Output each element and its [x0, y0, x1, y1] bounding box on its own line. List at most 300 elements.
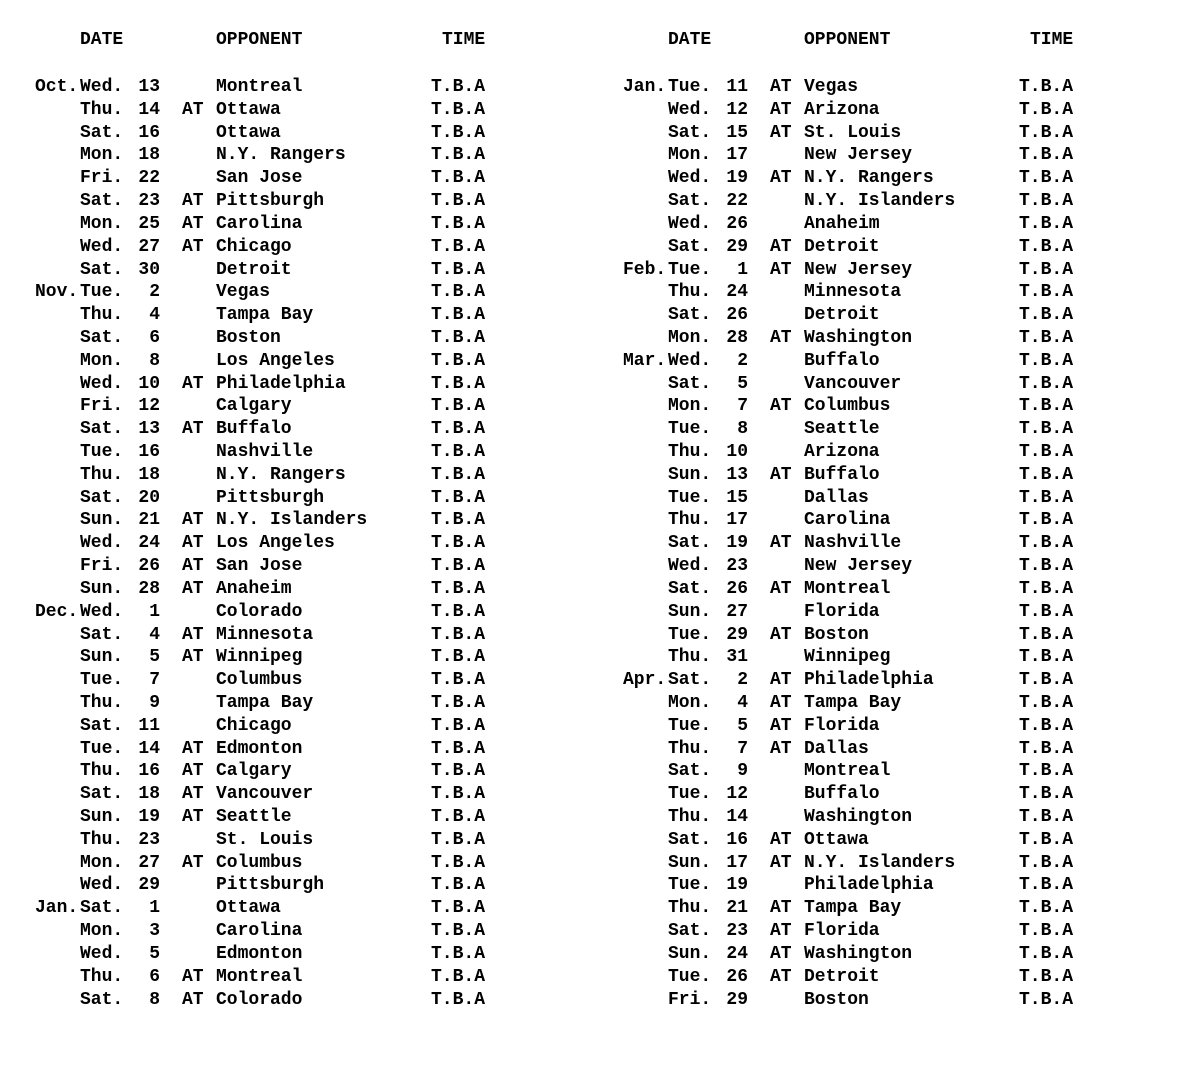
- game-time: T.B.A: [1019, 829, 1074, 850]
- weekday-label: Wed.: [668, 213, 712, 234]
- game-time: T.B.A: [431, 487, 486, 508]
- day-number: 20: [138, 487, 160, 508]
- away-marker: AT: [770, 464, 792, 485]
- schedule-row: [588, 806, 1188, 829]
- opponent-name: Vancouver: [804, 373, 902, 394]
- schedule-row: [0, 532, 600, 555]
- day-number: 23: [726, 921, 748, 942]
- weekday-label: Mon.: [80, 852, 124, 873]
- day-number: 26: [726, 213, 748, 234]
- weekday-label: Wed.: [668, 350, 712, 371]
- schedule-row: [0, 738, 600, 761]
- weekday-label: Sat.: [668, 373, 712, 394]
- opponent-name: Philadelphia: [216, 373, 346, 394]
- game-time: T.B.A: [1019, 259, 1074, 280]
- weekday-label: Tue.: [80, 670, 124, 691]
- schedule-row: [588, 259, 1188, 282]
- month-label: Jan.: [623, 77, 667, 97]
- away-marker: AT: [182, 647, 204, 668]
- day-number: 28: [726, 327, 748, 348]
- column-header: [0, 30, 600, 54]
- day-number: 18: [138, 145, 160, 166]
- game-time: T.B.A: [1019, 601, 1074, 622]
- opponent-name: Minnesota: [216, 624, 314, 645]
- weekday-label: Sat.: [668, 305, 712, 326]
- weekday-label: Wed.: [80, 601, 124, 622]
- day-number: 7: [737, 396, 748, 417]
- opponent-name: Carolina: [804, 510, 891, 531]
- day-number: 23: [726, 556, 748, 577]
- game-time: T.B.A: [431, 305, 486, 326]
- day-number: 8: [737, 419, 748, 440]
- weekday-label: Sat.: [80, 898, 124, 919]
- schedule-rows-right: [588, 76, 1188, 1011]
- weekday-label: Sun.: [668, 464, 712, 485]
- schedule-row: [588, 122, 1188, 145]
- schedule-row: [0, 281, 600, 304]
- day-number: 5: [149, 647, 160, 668]
- schedule-row: [588, 213, 1188, 236]
- game-time: T.B.A: [431, 236, 486, 257]
- weekday-label: Fri.: [668, 989, 712, 1010]
- day-number: 26: [726, 966, 748, 987]
- game-time: T.B.A: [431, 761, 486, 782]
- day-number: 27: [726, 601, 748, 622]
- schedule-row: [0, 692, 600, 715]
- game-time: T.B.A: [1019, 305, 1074, 326]
- weekday-label: Thu.: [80, 305, 124, 326]
- schedule-row: [0, 555, 600, 578]
- schedule-row: [588, 852, 1188, 875]
- weekday-label: Sun.: [80, 578, 124, 599]
- day-number: 10: [726, 442, 748, 462]
- opponent-name: Washington: [804, 807, 913, 827]
- opponent-name: Tampa Bay: [216, 692, 314, 713]
- schedule-row: [588, 441, 1188, 464]
- day-number: 18: [138, 784, 160, 805]
- weekday-label: Sat.: [80, 191, 124, 212]
- game-time: T.B.A: [431, 510, 486, 531]
- opponent-name: N.Y. Islanders: [804, 191, 956, 212]
- opponent-name: San Jose: [216, 556, 303, 577]
- schedule-row: [588, 829, 1188, 852]
- day-number: 2: [737, 670, 748, 691]
- away-marker: AT: [182, 761, 204, 782]
- weekday-label: Thu.: [668, 647, 712, 668]
- game-time: T.B.A: [1019, 77, 1074, 97]
- schedule-row: [588, 715, 1188, 738]
- opponent-name: Florida: [804, 715, 880, 736]
- weekday-label: Mon.: [80, 145, 124, 166]
- day-number: 16: [138, 122, 160, 143]
- away-marker: AT: [182, 556, 204, 577]
- opponent-name: Montreal: [216, 966, 303, 987]
- opponent-name: Winnipeg: [216, 647, 303, 668]
- day-number: 12: [726, 99, 748, 120]
- game-time: T.B.A: [431, 966, 486, 987]
- day-number: 9: [737, 761, 748, 782]
- game-time: T.B.A: [431, 122, 486, 143]
- game-time: T.B.A: [1019, 898, 1074, 919]
- game-time: T.B.A: [1019, 738, 1074, 759]
- game-time: T.B.A: [431, 145, 486, 166]
- day-number: 22: [726, 191, 748, 212]
- away-marker: AT: [182, 533, 204, 554]
- weekday-label: Fri.: [80, 556, 124, 577]
- day-number: 27: [138, 852, 160, 873]
- away-marker: AT: [770, 99, 792, 120]
- opponent-name: Edmonton: [216, 943, 303, 964]
- weekday-label: Mon.: [668, 396, 712, 417]
- schedule-row: [588, 624, 1188, 647]
- opponent-name: Columbus: [804, 396, 891, 417]
- weekday-label: Sat.: [80, 487, 124, 508]
- opponent-name: Ottawa: [216, 898, 281, 919]
- away-marker: AT: [182, 966, 204, 987]
- game-time: T.B.A: [1019, 533, 1074, 554]
- away-marker: AT: [770, 122, 792, 143]
- schedule-row: [0, 213, 600, 236]
- opponent-name: Calgary: [216, 396, 292, 417]
- day-number: 28: [138, 578, 160, 599]
- away-marker: AT: [770, 715, 792, 736]
- day-number: 2: [737, 350, 748, 371]
- opponent-name: Anaheim: [216, 578, 292, 599]
- schedule-row: [0, 441, 600, 464]
- schedule-row: [0, 395, 600, 418]
- weekday-label: Thu.: [80, 966, 124, 987]
- weekday-label: Sat.: [80, 327, 124, 348]
- day-number: 24: [726, 282, 748, 303]
- opponent-name: Seattle: [216, 807, 292, 827]
- day-number: 27: [138, 236, 160, 257]
- schedule-row: [0, 144, 600, 167]
- opponent-name: Detroit: [216, 259, 292, 280]
- schedule-row: [0, 829, 600, 852]
- game-time: T.B.A: [1019, 692, 1074, 713]
- weekday-label: Thu.: [80, 761, 124, 782]
- game-time: T.B.A: [431, 396, 486, 417]
- away-marker: AT: [770, 168, 792, 189]
- game-time: T.B.A: [1019, 761, 1074, 782]
- weekday-label: Thu.: [80, 692, 124, 713]
- weekday-label: Sat.: [668, 921, 712, 942]
- weekday-label: Fri.: [80, 168, 124, 189]
- schedule-row: [588, 669, 1188, 692]
- day-number: 19: [726, 168, 748, 189]
- opponent-header: OPPONENT: [804, 30, 891, 50]
- day-number: 19: [726, 533, 748, 554]
- game-time: T.B.A: [431, 807, 486, 827]
- game-time: T.B.A: [1019, 510, 1074, 531]
- column-header: [588, 30, 1188, 54]
- day-number: 4: [737, 692, 748, 713]
- schedule-row: [0, 122, 600, 145]
- weekday-label: Sat.: [80, 419, 124, 440]
- schedule-row: [0, 897, 600, 920]
- game-time: T.B.A: [1019, 624, 1074, 645]
- month-label: Apr.: [623, 670, 667, 691]
- away-marker: AT: [770, 578, 792, 599]
- weekday-label: Sat.: [668, 191, 712, 212]
- day-number: 17: [726, 510, 748, 531]
- weekday-label: Fri.: [80, 396, 124, 417]
- game-time: T.B.A: [431, 556, 486, 577]
- opponent-name: Ottawa: [216, 122, 281, 143]
- weekday-label: Tue.: [668, 784, 712, 805]
- schedule-row: [588, 190, 1188, 213]
- opponent-name: Montreal: [216, 77, 303, 97]
- day-number: 14: [726, 807, 748, 827]
- day-number: 18: [138, 464, 160, 485]
- opponent-name: N.Y. Rangers: [216, 145, 346, 166]
- day-number: 26: [726, 578, 748, 599]
- opponent-name: Philadelphia: [804, 670, 934, 691]
- weekday-label: Thu.: [80, 829, 124, 850]
- day-number: 5: [149, 943, 160, 964]
- day-number: 1: [737, 259, 748, 280]
- game-time: T.B.A: [431, 259, 486, 280]
- game-time: T.B.A: [431, 373, 486, 394]
- opponent-name: Washington: [804, 943, 913, 964]
- weekday-label: Sat.: [668, 533, 712, 554]
- weekday-label: Wed.: [668, 168, 712, 189]
- schedule-row: [0, 715, 600, 738]
- day-number: 12: [726, 784, 748, 805]
- game-time: T.B.A: [1019, 145, 1074, 166]
- opponent-name: Philadelphia: [804, 875, 934, 896]
- opponent-name: Nashville: [216, 442, 314, 462]
- away-marker: AT: [182, 99, 204, 120]
- weekday-label: Sat.: [668, 761, 712, 782]
- schedule-row: [0, 304, 600, 327]
- game-time: T.B.A: [1019, 396, 1074, 417]
- schedule-row: [588, 281, 1188, 304]
- game-time: T.B.A: [431, 784, 486, 805]
- away-marker: AT: [770, 236, 792, 257]
- opponent-name: Los Angeles: [216, 533, 335, 554]
- opponent-name: Florida: [804, 921, 880, 942]
- schedule-row: [0, 783, 600, 806]
- weekday-label: Thu.: [668, 738, 712, 759]
- away-marker: AT: [770, 533, 792, 554]
- game-time: T.B.A: [431, 921, 486, 942]
- away-marker: AT: [770, 670, 792, 691]
- opponent-name: N.Y. Rangers: [804, 168, 934, 189]
- game-time: T.B.A: [431, 624, 486, 645]
- game-time: T.B.A: [1019, 191, 1074, 212]
- month-label: Jan.: [35, 898, 79, 919]
- schedule-row: [588, 373, 1188, 396]
- schedule-column-right: [588, 30, 1188, 1010]
- game-time: T.B.A: [431, 647, 486, 668]
- weekday-label: Sat.: [668, 578, 712, 599]
- schedule-row: [0, 601, 600, 624]
- day-number: 22: [138, 168, 160, 189]
- opponent-name: Florida: [804, 601, 880, 622]
- opponent-name: Tampa Bay: [216, 305, 314, 326]
- day-number: 26: [726, 305, 748, 326]
- opponent-name: Vegas: [216, 282, 271, 303]
- opponent-name: St. Louis: [216, 829, 314, 850]
- game-time: T.B.A: [1019, 647, 1074, 668]
- day-number: 21: [138, 510, 160, 531]
- opponent-name: Buffalo: [804, 350, 880, 371]
- day-number: 19: [138, 807, 160, 827]
- day-number: 17: [726, 145, 748, 166]
- day-number: 11: [138, 715, 160, 736]
- opponent-name: Boston: [216, 327, 281, 348]
- weekday-label: Sat.: [80, 624, 124, 645]
- weekday-label: Mon.: [668, 692, 712, 713]
- opponent-name: New Jersey: [804, 556, 913, 577]
- weekday-label: Tue.: [668, 419, 712, 440]
- opponent-name: Carolina: [216, 921, 303, 942]
- opponent-name: Washington: [804, 327, 913, 348]
- away-marker: AT: [770, 624, 792, 645]
- weekday-label: Sat.: [668, 236, 712, 257]
- away-marker: AT: [770, 921, 792, 942]
- game-time: T.B.A: [1019, 966, 1074, 987]
- month-label: Dec.: [35, 601, 79, 622]
- day-number: 25: [138, 213, 160, 234]
- opponent-name: Arizona: [804, 99, 880, 120]
- opponent-name: Tampa Bay: [804, 692, 902, 713]
- away-marker: AT: [182, 852, 204, 873]
- game-time: T.B.A: [1019, 556, 1074, 577]
- weekday-label: Thu.: [668, 282, 712, 303]
- schedule-row: [0, 327, 600, 350]
- weekday-label: Sun.: [80, 807, 124, 827]
- weekday-label: Tue.: [668, 875, 712, 896]
- game-time: T.B.A: [431, 99, 486, 120]
- weekday-label: Tue.: [80, 738, 124, 759]
- weekday-label: Mon.: [80, 350, 124, 371]
- game-time: T.B.A: [1019, 236, 1074, 257]
- schedule-row: [0, 989, 600, 1012]
- weekday-label: Wed.: [80, 943, 124, 964]
- day-number: 29: [138, 875, 160, 896]
- game-time: T.B.A: [431, 350, 486, 371]
- weekday-label: Tue.: [668, 487, 712, 508]
- day-number: 8: [149, 350, 160, 371]
- schedule-row: [0, 487, 600, 510]
- opponent-name: Dallas: [804, 738, 869, 759]
- game-time: T.B.A: [1019, 578, 1074, 599]
- game-time: T.B.A: [1019, 852, 1074, 873]
- weekday-label: Tue.: [668, 715, 712, 736]
- day-number: 21: [726, 898, 748, 919]
- schedule-row: [588, 966, 1188, 989]
- away-marker: AT: [770, 852, 792, 873]
- day-number: 9: [149, 692, 160, 713]
- opponent-name: Montreal: [804, 761, 891, 782]
- weekday-label: Sun.: [668, 852, 712, 873]
- away-marker: AT: [182, 738, 204, 759]
- day-number: 5: [737, 373, 748, 394]
- schedule-row: [0, 190, 600, 213]
- schedule-row: [0, 874, 600, 897]
- schedule-row: [0, 943, 600, 966]
- day-number: 13: [138, 419, 160, 440]
- game-time: T.B.A: [431, 191, 486, 212]
- date-header: DATE: [668, 30, 712, 50]
- game-time: T.B.A: [1019, 122, 1074, 143]
- away-marker: AT: [182, 373, 204, 394]
- weekday-label: Wed.: [80, 373, 124, 394]
- opponent-name: Dallas: [804, 487, 869, 508]
- weekday-label: Tue.: [668, 259, 712, 280]
- opponent-name: Buffalo: [804, 464, 880, 485]
- schedule-row: [0, 806, 600, 829]
- weekday-label: Sun.: [668, 943, 712, 964]
- away-marker: AT: [770, 77, 792, 97]
- game-time: T.B.A: [431, 77, 486, 97]
- day-number: 23: [138, 191, 160, 212]
- schedule-row: [588, 144, 1188, 167]
- weekday-label: Wed.: [80, 533, 124, 554]
- opponent-name: Detroit: [804, 236, 880, 257]
- day-number: 2: [149, 282, 160, 303]
- schedule-row: [588, 989, 1188, 1012]
- weekday-label: Sat.: [80, 989, 124, 1010]
- schedule-row: [588, 532, 1188, 555]
- weekday-label: Tue.: [80, 282, 124, 303]
- schedule-row: [0, 966, 600, 989]
- away-marker: AT: [770, 829, 792, 850]
- away-marker: AT: [182, 989, 204, 1010]
- weekday-label: Wed.: [668, 556, 712, 577]
- game-time: T.B.A: [431, 715, 486, 736]
- opponent-name: Winnipeg: [804, 647, 891, 668]
- schedule-row: [588, 555, 1188, 578]
- schedule-row: [588, 487, 1188, 510]
- away-marker: AT: [770, 327, 792, 348]
- day-number: 29: [726, 236, 748, 257]
- opponent-name: Vegas: [804, 77, 859, 97]
- game-time: T.B.A: [431, 464, 486, 485]
- opponent-name: New Jersey: [804, 145, 913, 166]
- game-time: T.B.A: [1019, 875, 1074, 896]
- game-time: T.B.A: [431, 692, 486, 713]
- weekday-label: Thu.: [80, 464, 124, 485]
- game-time: T.B.A: [1019, 442, 1074, 462]
- weekday-label: Sat.: [80, 715, 124, 736]
- game-time: T.B.A: [1019, 943, 1074, 964]
- day-number: 24: [726, 943, 748, 964]
- day-number: 31: [726, 647, 748, 668]
- day-number: 11: [726, 77, 748, 97]
- opponent-name: Chicago: [216, 236, 292, 257]
- game-time: T.B.A: [431, 327, 486, 348]
- day-number: 1: [149, 898, 160, 919]
- schedule-row: [0, 418, 600, 441]
- game-time: T.B.A: [431, 601, 486, 622]
- day-number: 4: [149, 624, 160, 645]
- game-time: T.B.A: [431, 670, 486, 691]
- schedule-row: [588, 920, 1188, 943]
- schedule-row: [588, 783, 1188, 806]
- schedule-row: [0, 99, 600, 122]
- weekday-label: Wed.: [668, 99, 712, 120]
- schedule-row: [588, 601, 1188, 624]
- day-number: 7: [149, 670, 160, 691]
- schedule-row: [0, 373, 600, 396]
- away-marker: AT: [770, 943, 792, 964]
- weekday-label: Thu.: [668, 510, 712, 531]
- day-number: 14: [138, 738, 160, 759]
- away-marker: AT: [182, 213, 204, 234]
